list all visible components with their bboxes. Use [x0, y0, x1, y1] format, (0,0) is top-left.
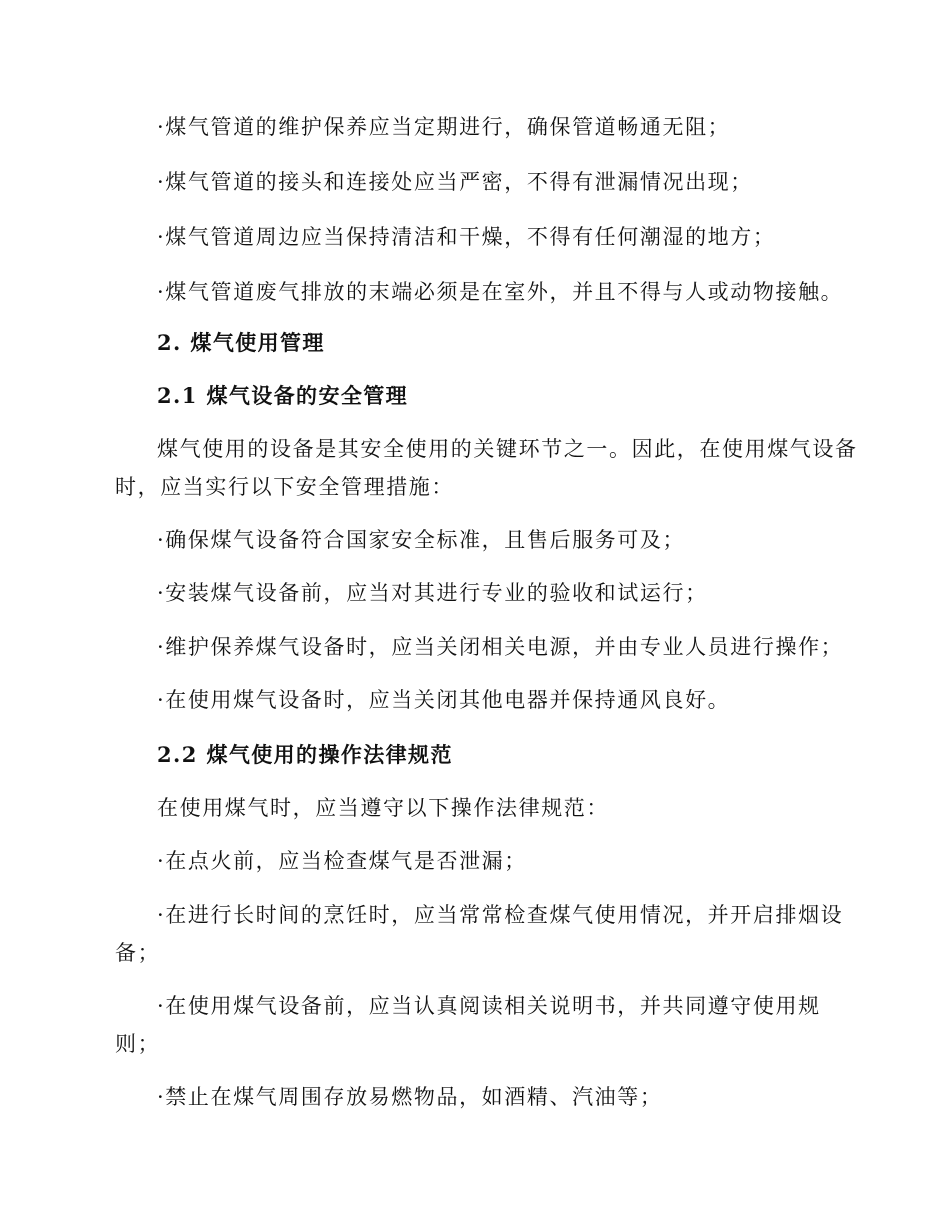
pipeline-maintenance-bullet: ·煤气管道的维护保养应当定期进行，确保管道畅通无阻； — [157, 115, 731, 139]
section-2-1-heading: 2.1 煤气设备的安全管理 — [157, 383, 409, 408]
manual-reading-bullet-line-2: 则； — [115, 1032, 161, 1056]
equipment-maintenance-bullet: ·维护保养煤气设备时，应当关闭相关电源，并由专业人员进行操作； — [157, 635, 844, 659]
section-2-heading: 2. 煤气使用管理 — [157, 330, 325, 355]
section-2-1-intro-line-2: 时，应当实行以下安全管理措施： — [115, 475, 454, 499]
section-2-1-intro-line-1: 煤气使用的设备是其安全使用的关键环节之一。因此，在使用煤气设备 — [157, 437, 858, 461]
manual-reading-bullet-line-1: ·在使用煤气设备前，应当认真阅读相关说明书，并共同遵守使用规 — [157, 994, 821, 1018]
flammables-bullet: ·禁止在煤气周围存放易燃物品，如酒精、汽油等； — [157, 1085, 663, 1109]
pipeline-surroundings-bullet: ·煤气管道周边应当保持清洁和干燥，不得有任何潮湿的地方； — [157, 225, 776, 249]
pipeline-exhaust-bullet: ·煤气管道废气排放的末端必须是在室外，并且不得与人或动物接触。 — [157, 280, 844, 304]
equipment-usage-bullet: ·在使用煤气设备时，应当关闭其他电器并保持通风良好。 — [157, 688, 731, 712]
long-cooking-bullet-line-1: ·在进行长时间的烹饪时，应当常常检查煤气使用情况，并开启排烟设 — [157, 903, 844, 927]
section-2-2-intro: 在使用煤气时，应当遵守以下操作法律规范： — [157, 796, 609, 820]
pipeline-joint-bullet: ·煤气管道的接头和连接处应当严密，不得有泄漏情况出现； — [157, 170, 753, 194]
ignition-check-bullet: ·在点火前，应当检查煤气是否泄漏； — [157, 849, 527, 873]
long-cooking-bullet-line-2: 备； — [115, 941, 161, 965]
equipment-installation-bullet: ·安装煤气设备前，应当对其进行专业的验收和试运行； — [157, 581, 708, 605]
section-2-2-heading: 2.2 煤气使用的操作法律规范 — [157, 742, 453, 767]
equipment-standard-bullet: ·确保煤气设备符合国家安全标准，且售后服务可及； — [157, 528, 686, 552]
